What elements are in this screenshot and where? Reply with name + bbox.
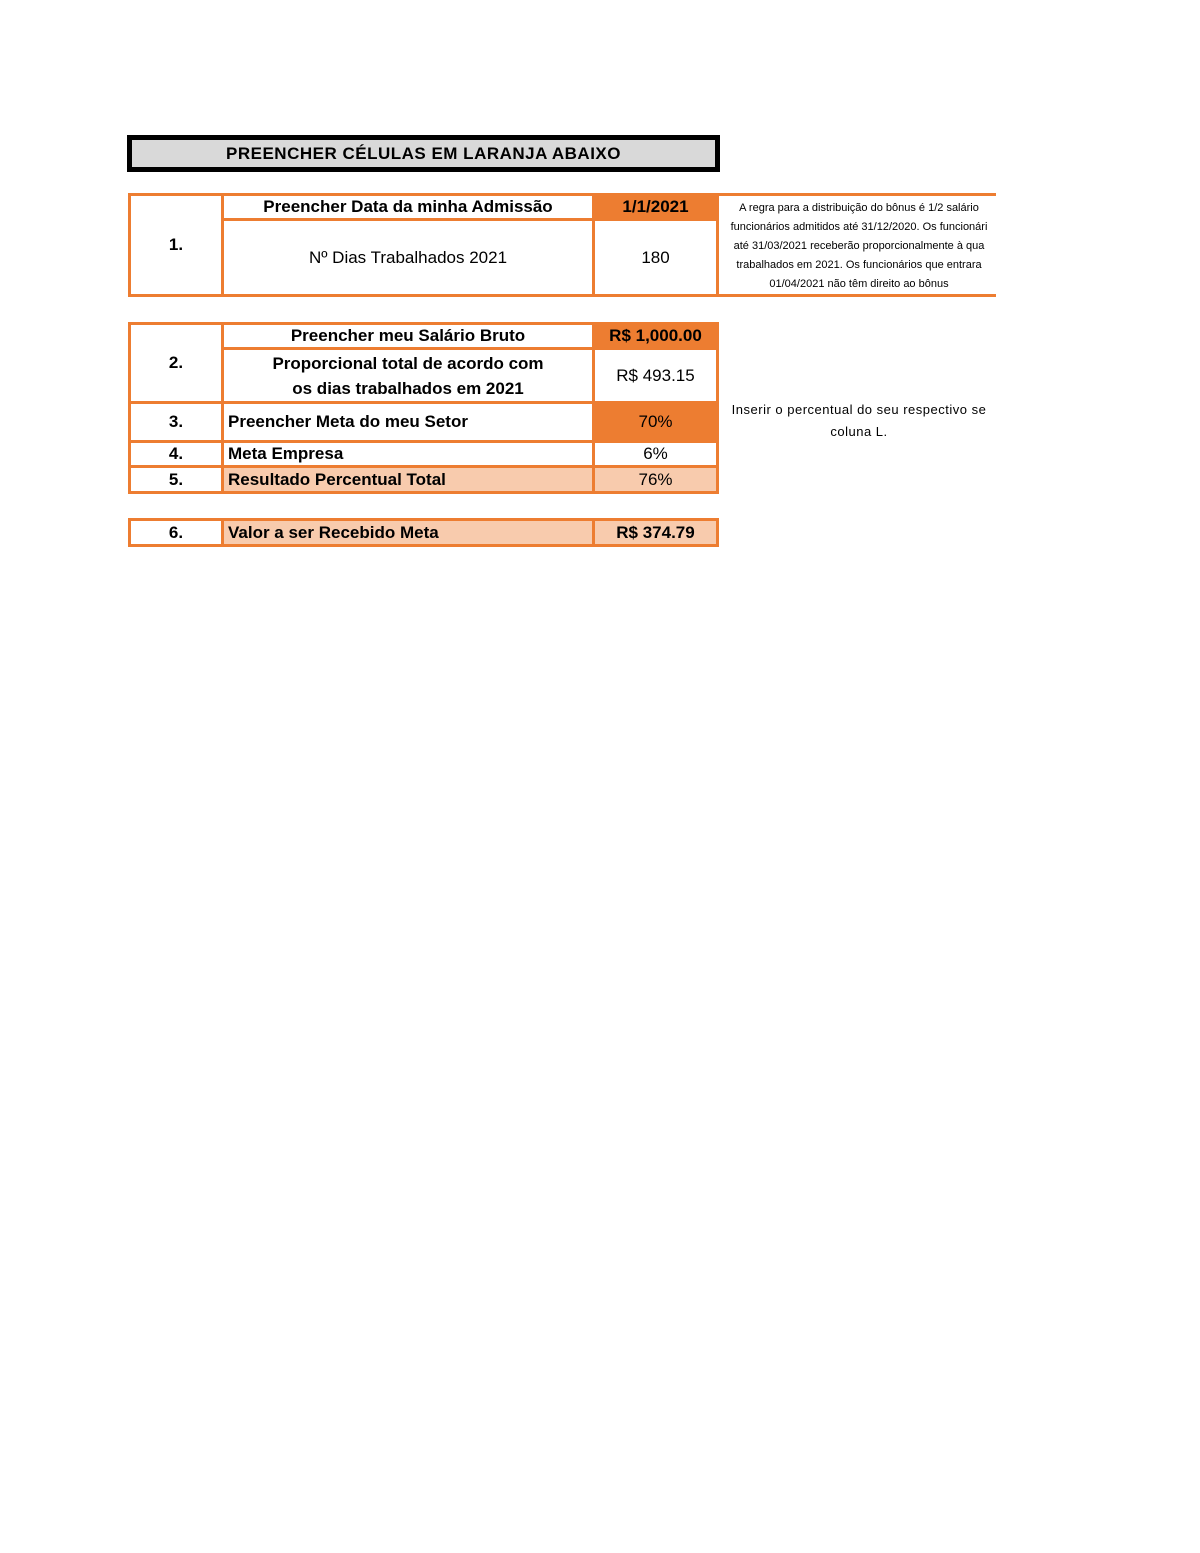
total-percent-label: Resultado Percentual Total (221, 465, 595, 494)
note-line: trabalhados em 2021. Os funcionários que entrara (736, 259, 982, 271)
company-goal-label: Meta Empresa (221, 440, 595, 468)
salary-label: Preencher meu Salário Bruto (221, 322, 595, 350)
salary-input[interactable]: R$ 1,000.00 (592, 322, 719, 350)
note-line: 01/04/2021 não têm direito ao bônus (769, 278, 949, 290)
admission-date-input[interactable]: 1/1/2021 (592, 193, 719, 221)
row-3-number: 3. (128, 401, 224, 443)
sector-goal-note (722, 399, 996, 443)
sector-goal-input[interactable]: 70% (592, 401, 719, 443)
bonus-rule-note (722, 199, 996, 294)
proportional-value: R$ 493.15 (592, 347, 719, 404)
row-4-number: 4. (128, 440, 224, 468)
section-2-number: 2. (128, 322, 224, 404)
admission-date-label: Preencher Data da minha Admissão (221, 193, 595, 221)
row-6-number: 6. (128, 518, 224, 547)
sector-goal-label: Preencher Meta do meu Setor (221, 401, 595, 443)
amount-to-receive-value: R$ 374.79 (592, 518, 719, 547)
total-percent-value: 76% (592, 465, 719, 494)
days-worked-value: 180 (592, 218, 719, 297)
row-5-number: 5. (128, 465, 224, 494)
note-line: A regra para a distribuição do bônus é 1/2 salário (739, 202, 979, 214)
company-goal-value: 6% (592, 440, 719, 468)
section-1-number: 1. (128, 193, 224, 297)
page-title: PREENCHER CÉLULAS EM LARANJA ABAIXO (127, 135, 720, 172)
note-line: funcionários admitidos até 31/12/2020. Os funcionári (730, 221, 988, 233)
amount-to-receive-label: Valor a ser Recebido Meta (221, 518, 595, 547)
note-line: até 31/03/2021 receberão proporcionalmente à qua (733, 240, 985, 252)
days-worked-label: Nº Dias Trabalhados 2021 (221, 218, 595, 297)
proportional-label: Proporcional total de acordo com os dias trabalhados em 2021 (221, 347, 595, 404)
note-line: coluna L. (830, 424, 888, 439)
note-line: Inserir o percentual do seu respectivo se (731, 402, 987, 417)
